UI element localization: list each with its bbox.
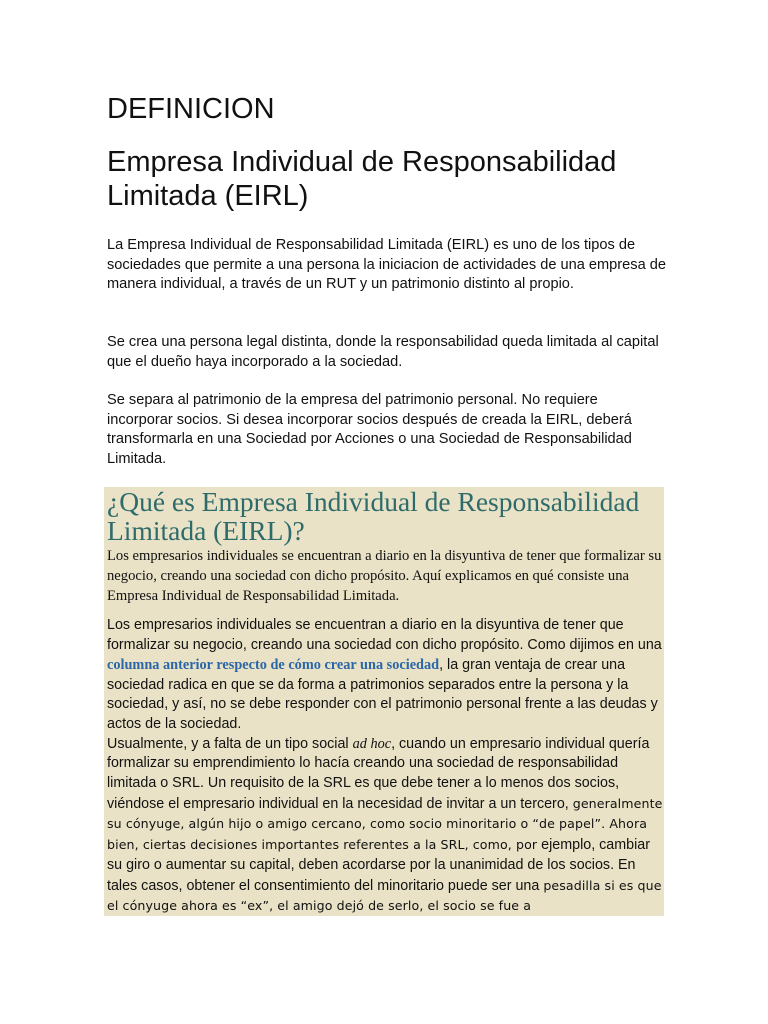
- section-heading: DEFINICION: [107, 93, 275, 125]
- clipping-body: [104, 616, 664, 916]
- article-link[interactable]: columna anterior respecto de cómo crear una sociedad: [107, 656, 440, 673]
- paragraph-patrimony: Se separa al patrimonio de la empresa del patrimonio personal. No requiere incorporar socios. Si desea incorporar socios después de creada la EIRL, deberá transformarla en una Sociedad por Acciones o una Sociedad de Responsabilidad Limitada.: [107, 392, 632, 467]
- paragraph-definition: La Empresa Individual de Responsabilidad Limitada (EIRL) es uno de los tipos de sociedades que permite a una persona la iniciacion de actividades de una empresa de manera individual, a través de un RUT y un patrimonio distinto al propio.: [107, 237, 666, 292]
- clipping-intro: Los empresarios individuales se encuentran a diario en la disyuntiva de tener que formalizar su negocio, creando una sociedad con dicho propósito. Aquí explicamos en qué consiste una Empresa Individual de Responsabilidad Limitada.: [107, 548, 662, 604]
- clipping-body-text: Los empresarios individuales se encuentran a diario en la disyuntiva de tener que formalizar su negocio, creando una sociedad con dicho propósito. Como dijimos en una: [107, 617, 662, 654]
- clipping-body-text: Usualmente, y a falta de un tipo social: [107, 735, 353, 752]
- clipping-body-text: generalmente su cónyuge, algún hijo o amigo cercano, como socio minoritario o “de papel”. Ahora bien, ciertas decisiones importantes referentes a la SRL, como, por: [107, 795, 663, 853]
- clipping-body-text: pesadilla si es que el cónyuge ahora es “ex”, el amigo dejó de serlo, el socio se fue a: [107, 877, 662, 914]
- article-clipping: [104, 487, 664, 916]
- document-title: Empresa Individual de Responsabilidad Limitada (EIRL): [107, 146, 617, 212]
- clipping-body-text: , cuando un empresario individual quería formalizar su emprendimiento lo hacía creando una sociedad de responsabilidad limitada o SRL. Un requisito de la SRL es que debe tener a lo menos dos socios, viéndose el empresario individual en la necesidad de invitar a un tercero,: [107, 735, 650, 812]
- clipping-title: ¿Qué es Empresa Individual de Responsabilidad Limitada (EIRL)?: [107, 487, 640, 546]
- paragraph-legal-person: Se crea una persona legal distinta, donde la responsabilidad queda limitada al capital que el dueño haya incorporado a la sociedad.: [107, 334, 659, 370]
- clipping-body-text: ejemplo, cambiar su giro o aumentar su capital, deben acordarse por la unanimidad de los socios. En tales casos, obtener el consentimiento del minoritario puede ser una: [107, 837, 651, 894]
- clipping-body-text: , la gran ventaja de crear una sociedad radica en que se da forma a patrimonios separados entre la persona y la sociedad, y así, no se debe responder con el patrimonio personal frente a las deudas y actos de la sociedad.: [107, 656, 658, 732]
- italic-term: ad hoc: [352, 735, 392, 752]
